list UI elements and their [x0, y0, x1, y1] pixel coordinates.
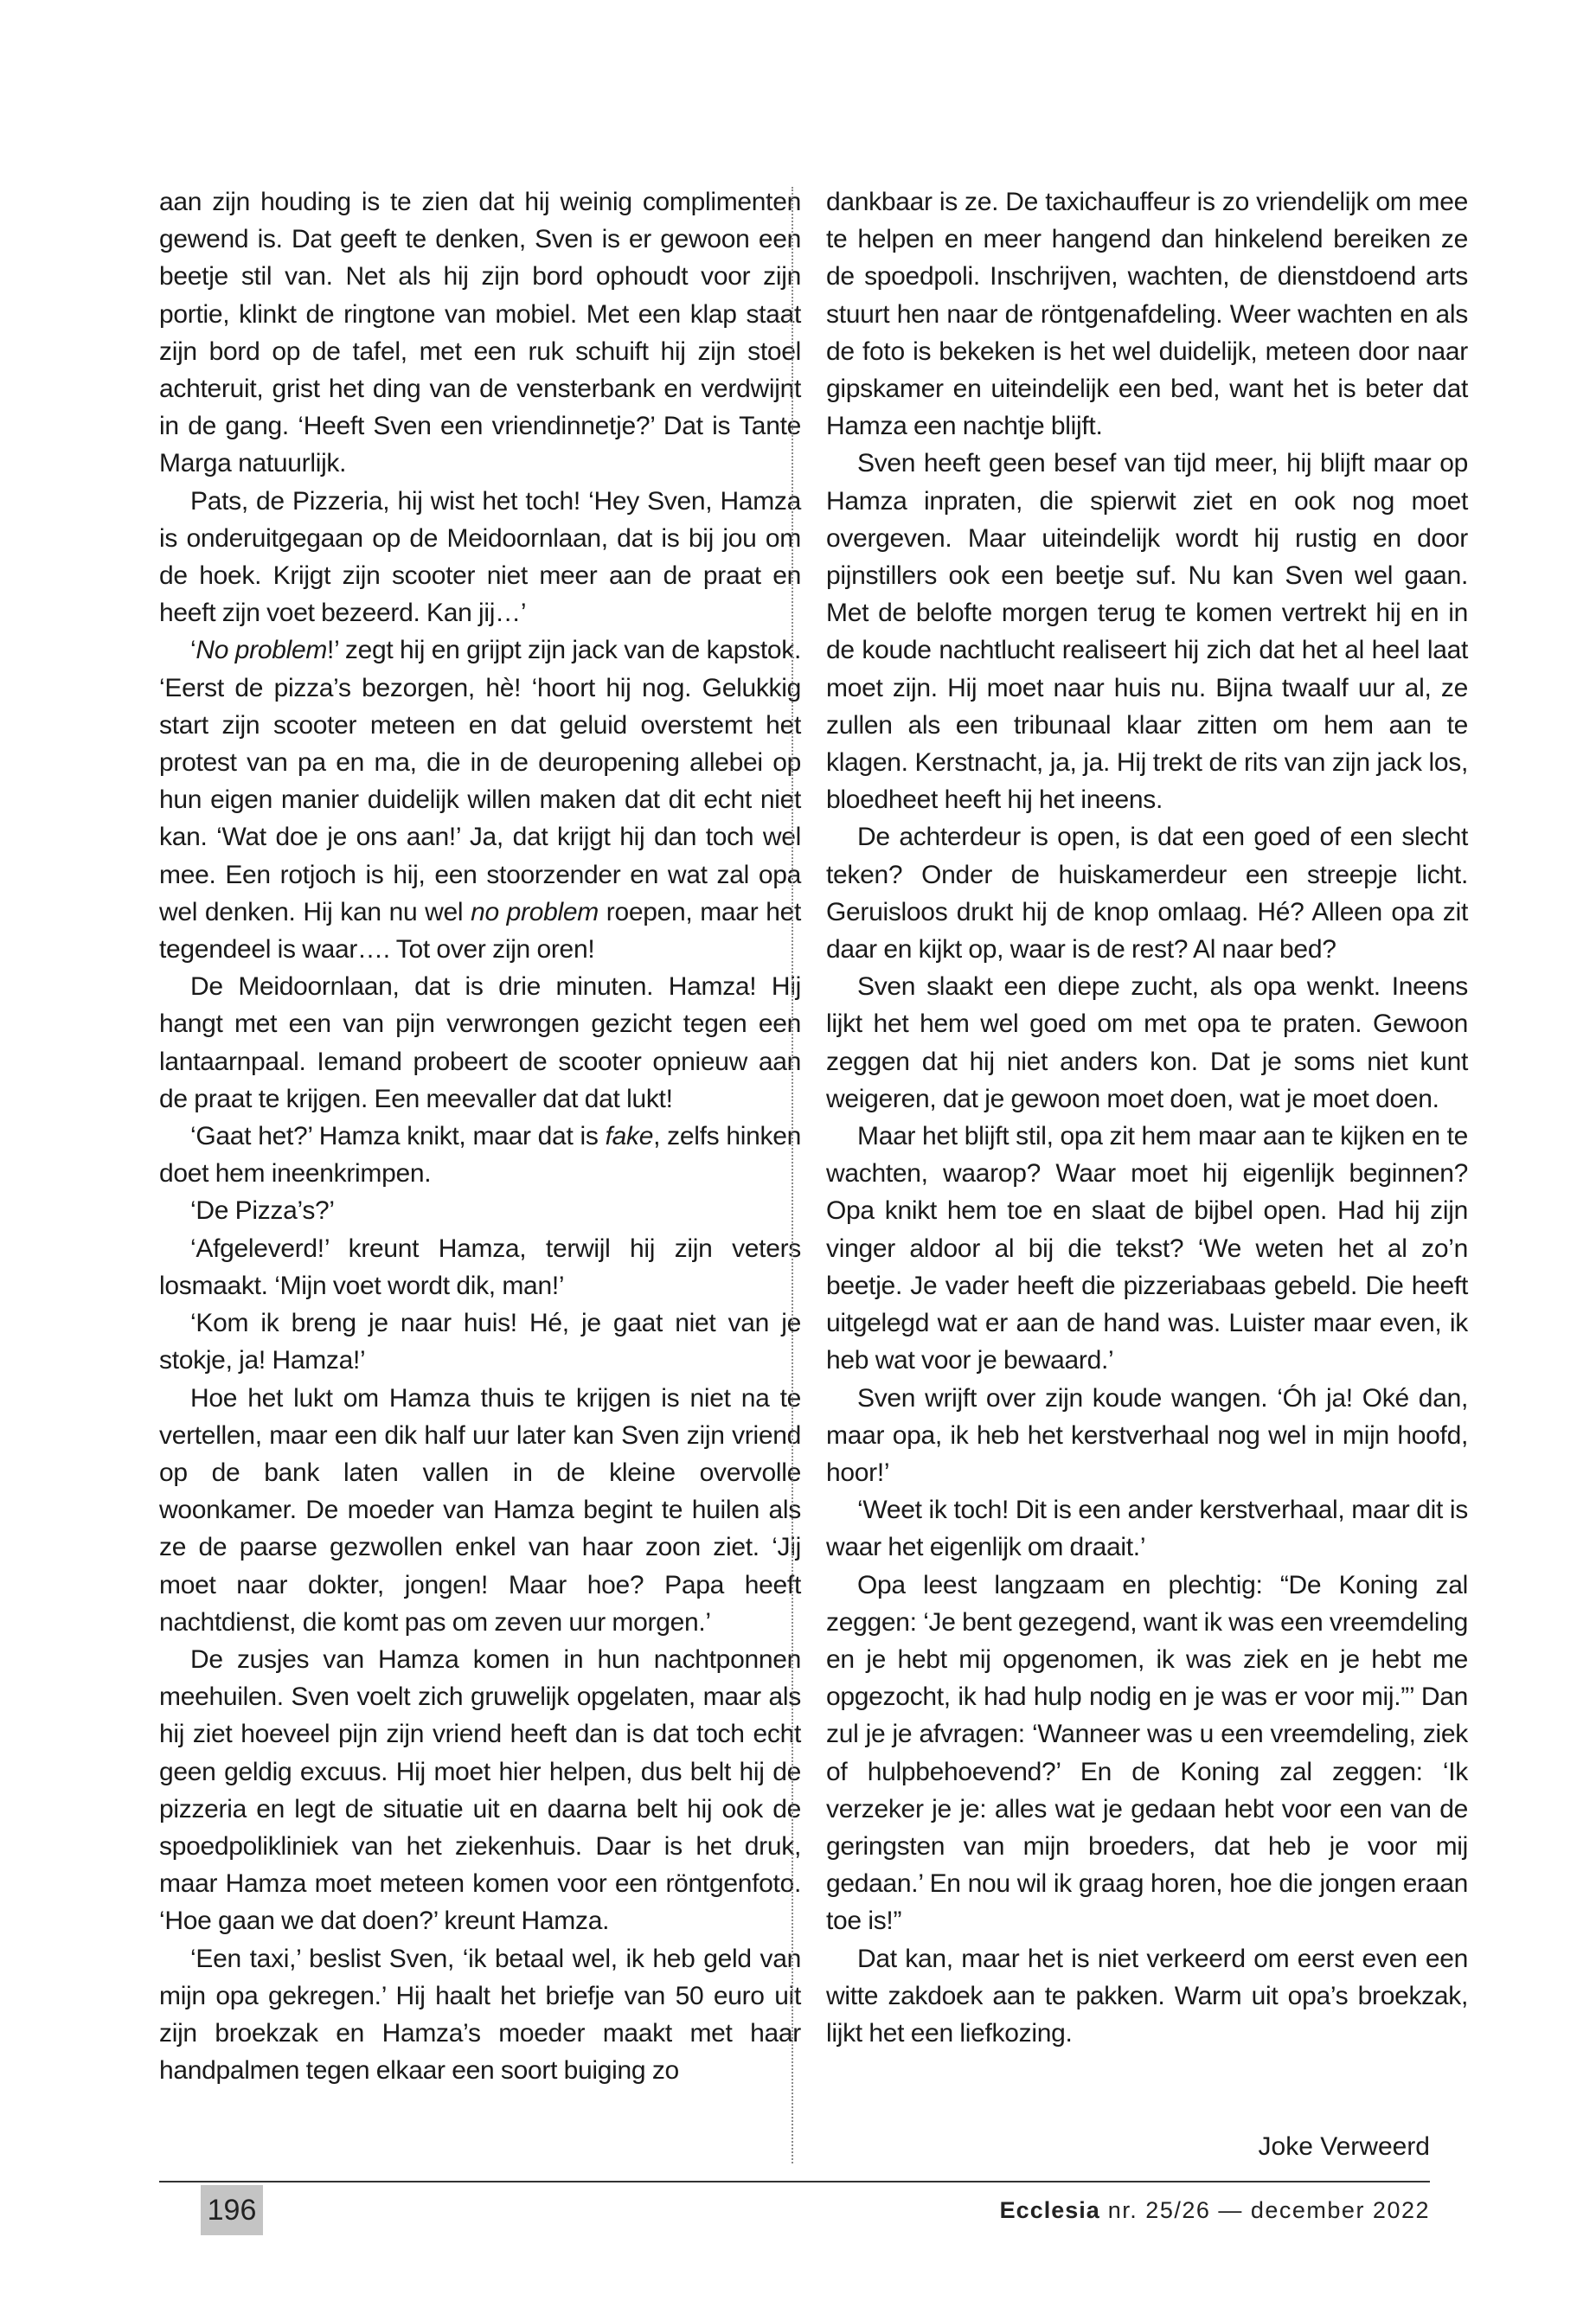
article-paragraph	[826, 818, 1468, 968]
column-divider	[792, 187, 793, 2163]
paragraph-text: ‘De Pizza’s?’	[190, 1196, 335, 1226]
paragraph-text: roepen, maar het tegendeel is waar…. Tot over zijn oren!	[159, 897, 802, 965]
article-paragraph	[159, 1192, 801, 1229]
article-paragraph	[159, 1380, 801, 1641]
author-signature: Joke Verweerd	[1258, 2132, 1430, 2161]
paragraph-text: Hoe het lukt om Hamza thuis te krijgen is niet na te vertellen, maar een dik half uur later kan Sven zijn vriend op de bank laten vallen in de kleine overvolle woonkamer. De moeder van Hamza begint te huilen als ze de paarse gezwollen enkel van haar zoon ziet. ‘Jij moet naar dokter, jongen! Maar hoe? Papa heeft nachtdienst, die komt pas om zeven uur morgen.’	[159, 1383, 801, 1637]
paragraph-text: Maar het blijft stil, opa zit hem maar aan te kijken en te wachten, waarop? Waar moet hij eigenlijk beginnen? Opa knikt hem toe en slaat de bijbel open. Had hij zijn vinger aldoor al bij die tekst? ‘We weten het al zo’n beetje. Je vader heeft die pizzeriabaas gebeld. Die heeft uitgelegd wat er aan de hand was. Luister maar even, ik heb wat voor je bewaard.’	[826, 1122, 1468, 1375]
article-paragraph	[826, 1380, 1468, 1492]
footer-rule	[159, 2181, 1430, 2182]
emphasized-text: fake	[605, 1122, 654, 1151]
article-paragraph	[826, 968, 1468, 1118]
paragraph-text: Dat kan, maar het is niet verkeerd om eerst even een witte zakdoek aan te pakken. Warm uit opa’s broekzak, lijkt het een liefkozing.	[826, 1944, 1468, 2048]
paragraph-text: De zusjes van Hamza komen in hun nachtponnen meehuilen. Sven voelt zich gruwelijk opgelaten, maar als hij ziet hoeveel pijn zijn vriend heeft dan is dat toch echt geen geldig excuus. Hij moet hier helpen, dus belt hij de pizzeria en legt de situatie uit en daarna belt hij ook de spoedpolikliniek van het ziekenhuis. Daar is het druk, maar Hamza moet meteen komen voor een röntgenfoto. ‘Hoe gaan we dat doen?’ kreunt Hamza.	[159, 1644, 801, 1936]
article-paragraph	[159, 483, 801, 632]
paragraph-text: , zelfs hinken doet hem ineenkrimpen.	[159, 1122, 801, 1189]
article-paragraph	[159, 183, 801, 483]
article-paragraph	[826, 1567, 1468, 1940]
paragraph-text: De achterdeur is open, is dat een goed of een slecht teken? Onder de huiskamerdeur een streepje licht. Geruisloos drukt hij de knop omlaag. Hé? Alleen opa zit daar en kijkt op, waar is de rest? Al naar bed?	[826, 823, 1468, 965]
article-paragraph	[826, 183, 1468, 445]
paragraph-text: ‘Kom ik breng je naar huis! Hé, je gaat niet van je stokje, ja! Hamza!’	[159, 1309, 801, 1375]
issue-info: nr. 25/26 — december 2022	[1107, 2197, 1430, 2223]
article-paragraph	[159, 1230, 801, 1304]
article-paragraph	[159, 1641, 801, 1940]
paragraph-text: De Meidoornlaan, dat is drie minuten. Hamza! Hij hangt met een van pijn verwrongen gezicht tegen een lantaarnpaal. Iemand probeert de scooter opnieuw aan de praat te krijgen. Een meevaller dat dat lukt!	[159, 972, 801, 1113]
paragraph-text: ‘Afgeleverd!’ kreunt Hamza, terwijl hij zijn veters losmaakt. ‘Mijn voet wordt dik, man!’	[159, 1234, 801, 1300]
article-column-right	[826, 183, 1468, 2052]
paragraph-text: Sven heeft geen besef van tijd meer, hij blijft maar op Hamza inpraten, die spierwit ziet en ook nog moet overgeven. Maar uiteindelijk wordt hij rustig en door pijnstillers ook een beetje suf. Nu kan Sven wel gaan. Met de belofte morgen terug te komen vertrekt hij en in de koude nachtlucht realiseert hij zich dat het al heel laat moet zijn. Hij moet naar huis nu. Bijna twaalf uur al, ze zullen als een tribunaal klaar zitten om hem aan te klagen. Kerstnacht, ja, ja. Hij trekt de rits van zijn jack los, bloedheet heeft hij het ineens.	[826, 449, 1468, 815]
article-paragraph	[826, 1118, 1468, 1379]
emphasized-text: no problem	[471, 897, 599, 926]
paragraph-text: ‘Een taxi,’ beslist Sven, ‘ik betaal wel, ik heb geld van mijn opa gekregen.’ Hij haalt het briefje van 50 euro uit zijn broekzak en Hamza’s moeder maakt met haar handpalmen tegen elkaar een soort buiging zo	[159, 1944, 801, 2086]
paragraph-text: Sven slaakt een diepe zucht, als opa wenkt. Ineens lijkt het hem wel goed om met opa te praten. Gewoon zeggen dat hij niet anders kon. Dat je soms niet kunt weigeren, dat je gewoon moet doen, wat je moet doen.	[826, 972, 1468, 1113]
article-paragraph	[159, 1940, 801, 2090]
paragraph-text: Pats, de Pizzeria, hij wist het toch! ‘Hey Sven, Hamza is onderuitgegaan op de Meidoornlaan, dat is bij jou om de hoek. Krijgt zijn scooter niet meer aan de praat en heeft zijn voet bezeerd. Kan jij…’	[159, 486, 801, 628]
paragraph-text: ‘Gaat het?’ Hamza knikt, maar dat is	[190, 1122, 606, 1151]
article-paragraph	[826, 1491, 1468, 1566]
emphasized-text: No problem	[195, 636, 328, 665]
article-column-left	[159, 183, 801, 2089]
paragraph-text: !’ zegt hij en grijpt zijn jack van de kapstok. ‘Eerst de pizza’s bezorgen, hè! ‘hoort hij nog. Gelukkig start zijn scooter meteen en dat geluid overstemt het protest van pa en ma, die in de deuropening allebei op hun eigen manier duidelijk willen maken dat dit echt niet kan. ‘Wat doe je ons aan!’ Ja, dat krijgt hij dan toch wel mee. Een rotjoch is hij, een stoorzender en wat zal opa wel denken. Hij kan nu wel	[159, 636, 801, 926]
paragraph-text: Sven wrijft over zijn koude wangen. ‘Óh ja! Oké dan, maar opa, ik heb het kerstverhaal nog wel in mijn hoofd, hoor!’	[826, 1383, 1468, 1487]
paragraph-text: aan zijn houding is te zien dat hij weinig complimenten gewend is. Dat geeft te denken, Sven is er gewoon een beetje stil van. Net als hij zijn bord ophoudt voor zijn portie, klinkt de ringtone van mobiel. Met een klap staat zijn bord op de tafel, met een ruk schuift hij zijn stoel achteruit, grist het ding van de vensterbank en verdwijnt in de gang. ‘Heeft Sven een vriendinnetje?’ Dat is Tante Marga natuurlijk.	[159, 188, 801, 478]
article-paragraph	[159, 631, 801, 968]
paragraph-text: Opa leest langzaam en plechtig: “De Koning zal zeggen: ‘Je bent gezegend, want ik was een vreemdeling en je hebt mij opgenomen, ik was ziek en je hebt me opgezocht, ik had hulp nodig en je was er voor mij.”’ Dan zul je je afvragen: ‘Wanneer was u een vreemdeling, ziek of hulpbehoevend?’ En de Koning zal zeggen: ‘Ik verzeker je je: alles wat je gedaan hebt voor een van de geringsten van mijn broeders, dat heb je voor mij gedaan.’ En nou wil ik graag horen, hoe die jongen eraan toe is!”	[826, 1570, 1468, 1936]
paragraph-text: ‘	[190, 636, 196, 665]
paragraph-text: dankbaar is ze. De taxichauffeur is zo vriendelijk om mee te helpen en meer hangend dan hinkelend bereiken ze de spoedpoli. Inschrijven, wachten, de dienstdoend arts stuurt hen naar de röntgenafdeling. Weer wachten en als de foto is bekeken is het wel duidelijk, meteen door naar gipskamer en uiteindelijk een bed, want het is beter dat Hamza een nachtje blijft.	[826, 188, 1468, 441]
paragraph-text: ‘Weet ik toch! Dit is een ander kerstverhaal, maar dit is waar het eigenlijk om draait.’	[826, 1496, 1468, 1562]
article-paragraph	[159, 968, 801, 1118]
journal-name: Ecclesia	[999, 2197, 1100, 2223]
page-number: 196	[201, 2185, 263, 2235]
article-paragraph	[826, 1940, 1468, 2053]
article-paragraph	[159, 1304, 801, 1379]
article-paragraph	[826, 445, 1468, 818]
article-paragraph	[159, 1118, 801, 1192]
journal-issue-line	[1000, 2189, 1430, 2232]
